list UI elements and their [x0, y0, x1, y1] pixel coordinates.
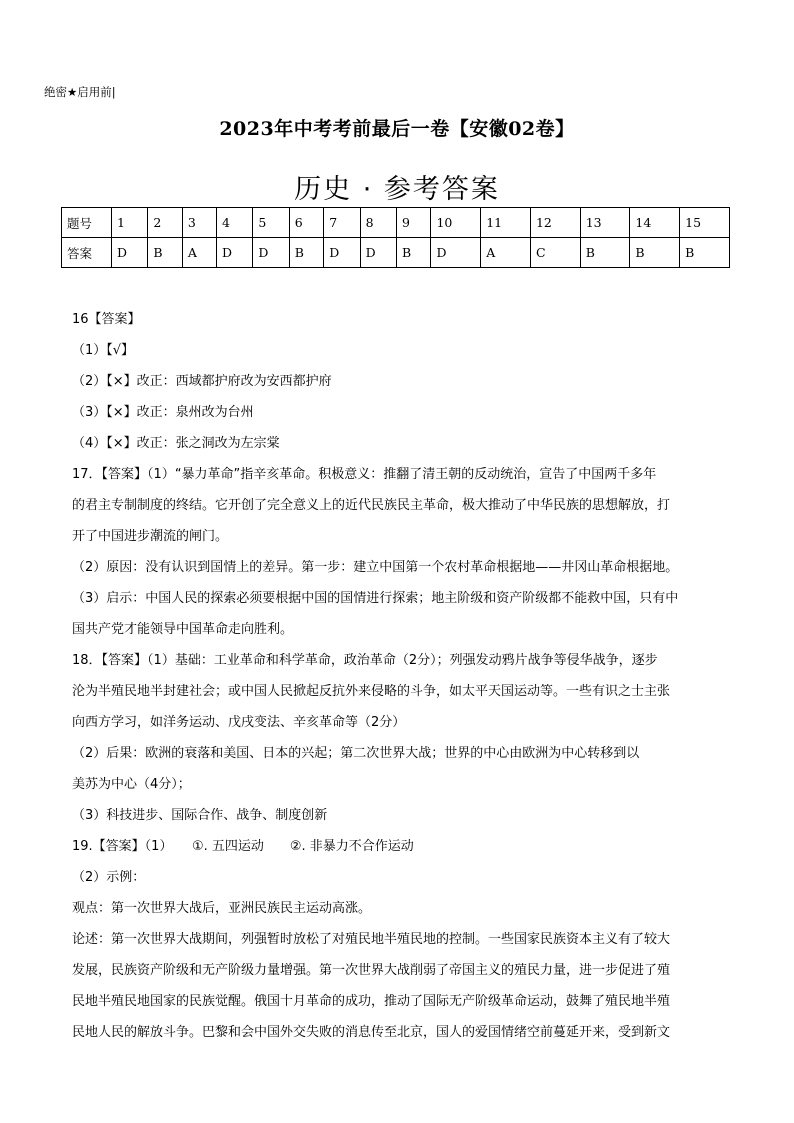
q18-line: （3）科技进步、国际合作、战争、制度创新 — [72, 808, 328, 823]
question-number: 15 — [680, 208, 730, 238]
question-number: 9 — [397, 208, 431, 238]
question-number: 12 — [530, 208, 580, 238]
answer-body — [72, 304, 722, 1048]
answer-cell: B — [680, 238, 730, 268]
answer-cell: B — [289, 238, 323, 268]
answer-cell: D — [216, 238, 252, 268]
answer-cell: B — [148, 238, 182, 268]
q18-line: 沦为半殖民地半封建社会；或中国人民掀起反抗外来侵略的斗争，如太平天国运动等。一些有识之士主张 — [72, 684, 671, 699]
answer-cell: D — [112, 238, 148, 268]
q19-line: 民地人民的解放斗争。巴黎和会中国外交失败的消息传至北京，国人的爱国情绪空前蔓延开来，受到新文 — [72, 1025, 671, 1040]
question-number: 1 — [112, 208, 148, 238]
question-number: 5 — [253, 208, 289, 238]
question-number: 2 — [148, 208, 182, 238]
q16-item-1: （1）【√】 — [72, 343, 135, 358]
answer-cell: B — [580, 238, 630, 268]
row-label-answer: 答案 — [62, 238, 112, 268]
q17-line: 开了中国进步潮流的闸门。 — [72, 529, 229, 544]
confidential-mark: 绝密★启用前| — [44, 85, 116, 99]
q18-line: 18．【答案】（1）基础：工业革命和科学革命，政治革命（2分）；列强发动鸦片战争等侵华战争，逐步 — [72, 653, 658, 668]
question-number: 13 — [580, 208, 630, 238]
q19-line: 观点：第一次世界大战后，亚洲民族民主运动高涨。 — [72, 901, 372, 916]
question-number: 11 — [481, 208, 531, 238]
question-number: 10 — [431, 208, 481, 238]
question-number: 8 — [360, 208, 396, 238]
answer-cell: D — [431, 238, 481, 268]
q17-line: 国共产党才能领导中国革命走向胜利。 — [72, 622, 294, 637]
q16-item-2: （2）【×】改正：西域都护府改为安西都护府 — [72, 374, 332, 389]
answer-cell: D — [360, 238, 396, 268]
q17-line: 17．【答案】（1）“暴力革命”指辛亥革命。积极意义：推翻了清王朝的反动统治，宣告了中国两千多年 — [72, 467, 657, 482]
q18-line: 美苏为中心（4分）； — [72, 777, 191, 792]
q18-line: 向西方学习，如洋务运动、戊戌变法、辛亥革命等（2分） — [72, 715, 406, 730]
answer-table — [61, 207, 730, 268]
q19-line: 19.【答案】（1） ①. 五四运动 ②. 非暴力不合作运动 — [72, 839, 414, 854]
answer-cell: A — [182, 238, 216, 268]
q18-line: （2）后果：欧洲的衰落和美国、日本的兴起；第二次世界大战；世界的中心由欧洲为中心转移到以 — [72, 746, 640, 761]
question-number: 3 — [182, 208, 216, 238]
question-number: 14 — [630, 208, 680, 238]
answer-cell: B — [630, 238, 680, 268]
answer-cell: D — [253, 238, 289, 268]
question-number: 7 — [324, 208, 360, 238]
question-number-row — [62, 208, 730, 238]
answer-cell: D — [324, 238, 360, 268]
answer-cell: B — [397, 238, 431, 268]
q19-line: 民地半殖民地国家的民族觉醒。俄国十月革命的成功，推动了国际无产阶级革命运动，鼓舞了殖民地半殖 — [72, 994, 671, 1009]
q17-line: 的君主专制制度的终结。它开创了完全意义上的近代民族民主革命，极大推动了中华民族的思想解放，打 — [72, 498, 671, 513]
q19-line: 论述：第一次世界大战期间，列强暂时放松了对殖民地半殖民地的控制。一些国家民族资本主义有了较大 — [72, 932, 671, 947]
q19-line: 发展，民族资产阶级和无产阶级力量增强。第一次世界大战削弱了帝国主义的殖民力量，进一步促进了殖 — [72, 963, 671, 978]
question-number: 4 — [216, 208, 252, 238]
answer-cell: A — [481, 238, 531, 268]
answer-cell: C — [530, 238, 580, 268]
q16-heading: 16【答案】 — [72, 312, 141, 327]
q17-line: （3）启示：中国人民的探索必须要根据中国的国情进行探索；地主阶级和资产阶级都不能救中国，只有中 — [72, 591, 679, 606]
answer-row — [62, 238, 730, 268]
q19-line: （2）示例： — [72, 870, 146, 885]
question-number: 6 — [289, 208, 323, 238]
row-label-number: 题号 — [62, 208, 112, 238]
q16-item-3: （3）【×】改正：泉州改为台州 — [72, 405, 254, 420]
q16-item-4: （4）【×】改正：张之洞改为左宗棠 — [72, 436, 280, 451]
document-subtitle: 历史 · 参考答案 — [294, 174, 500, 205]
document-title: 2023年中考考前最后一卷【安徽02卷】 — [219, 118, 575, 140]
q17-line: （2）原因：没有认识到国情上的差异。第一步：建立中国第一个农村革命根据地——井冈山革命根据地。 — [72, 560, 679, 575]
